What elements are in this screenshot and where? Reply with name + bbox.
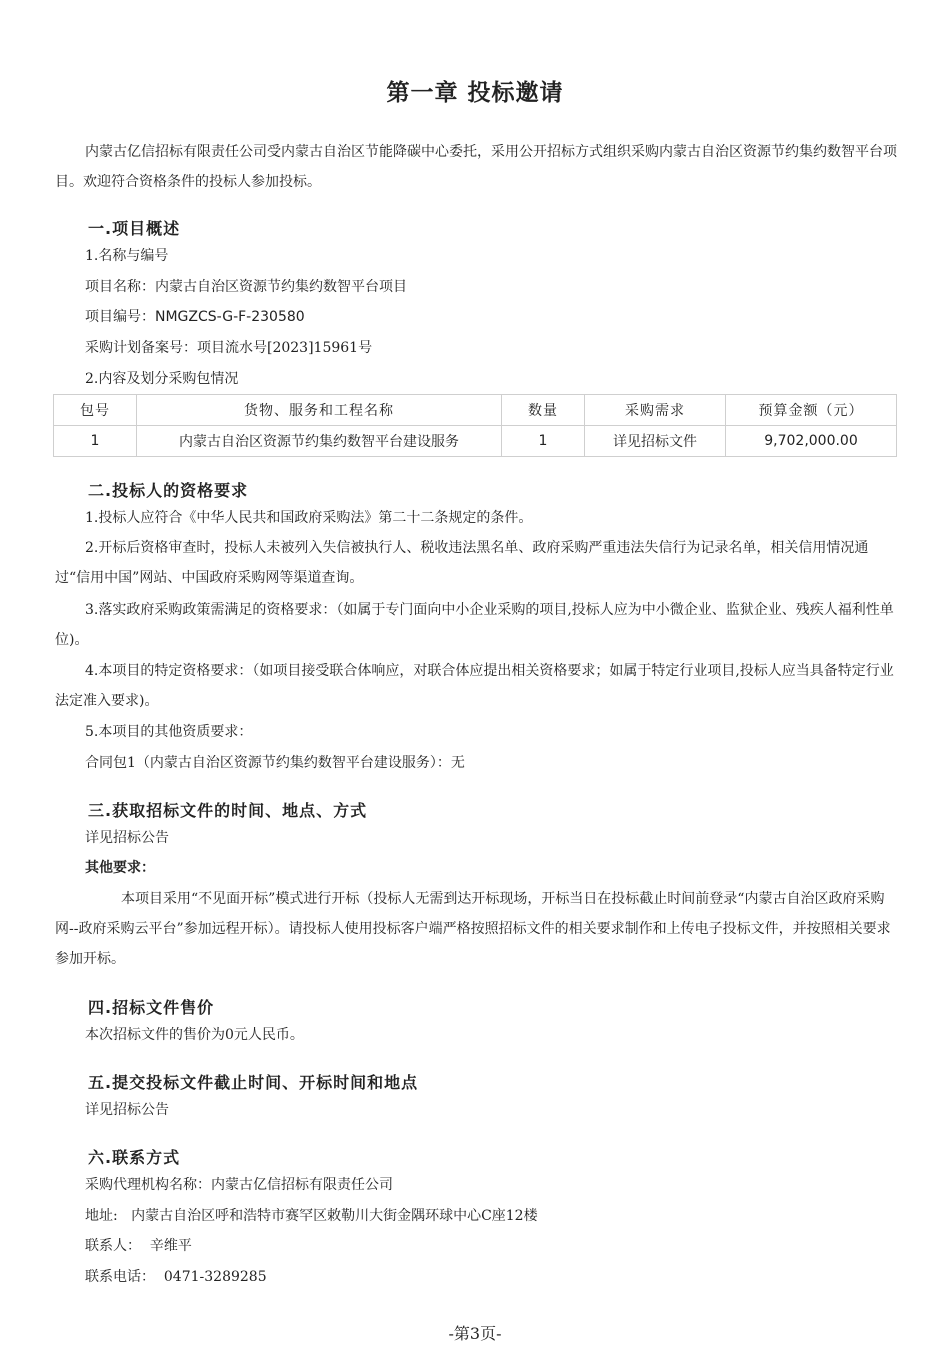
col-header-budget: 预算金额（元）	[726, 395, 897, 426]
qualification-item-4: 4.本项目的特定资格要求：（如项目接受联合体响应，对联合体应提出相关资格要求；如属于特定行业项目,投标人应当具备特定行业法定准入要求)。	[55, 663, 894, 709]
project-name: 项目名称：内蒙古自治区资源节约集约数智平台项目	[85, 279, 407, 295]
subheading-name-number: 1.名称与编号	[85, 248, 169, 264]
section-heading-overview: 一.项目概述	[88, 219, 181, 238]
other-requirements-label: 其他要求：	[85, 860, 155, 876]
subheading-lots: 2.内容及划分采购包情况	[85, 371, 239, 387]
cell-lot: 1	[54, 426, 137, 457]
cell-qty: 1	[502, 426, 585, 457]
col-header-qty: 数量	[502, 395, 585, 426]
page-number: -第3页-	[448, 1324, 502, 1343]
contact-phone: 联系电话： 0471-3289285	[85, 1269, 267, 1285]
qualification-item-2: 2.开标后资格审查时，投标人未被列入失信被执行人、税收违法黑名单、政府采购严重违法失信行为记录名单，相关信用情况通过“信用中国”网站、中国政府采购网等渠道查询。	[55, 540, 869, 586]
col-header-req: 采购需求	[585, 395, 726, 426]
qualification-item-5-detail: 合同包1（内蒙古自治区资源节约集约数智平台建设服务）：无	[85, 755, 465, 771]
table-header-row	[54, 395, 897, 426]
section-heading-qualifications: 二.投标人的资格要求	[88, 481, 249, 500]
col-header-lot: 包号	[54, 395, 137, 426]
agency-address: 地址: 内蒙古自治区呼和浩特市赛罕区敕勒川大街金隅环球中心C座12楼	[85, 1208, 538, 1224]
deadline-text: 详见招标公告	[85, 1102, 169, 1118]
project-number: 项目编号：NMGZCS-G-F-230580	[85, 309, 305, 325]
section-heading-contact: 六.联系方式	[88, 1148, 181, 1167]
cell-req: 详见招标文件	[585, 426, 726, 457]
cell-name: 内蒙古自治区资源节约集约数智平台建设服务	[137, 426, 502, 457]
table-row	[54, 426, 897, 457]
other-requirements-text: 本项目采用“不见面开标”模式进行开标（投标人无需到达开标现场，开标当日在投标截止时间前登录“内蒙古自治区政府采购网--政府采购云平台”参加远程开标）。请投标人使用投标客户端严格按照招标文件的相关要求制作和上传电子投标文件，并按照相关要求参加开标。	[55, 891, 891, 967]
section-heading-price: 四.招标文件售价	[88, 998, 215, 1017]
price-text: 本次招标文件的售价为0元人民币。	[85, 1027, 304, 1043]
section-heading-deadline: 五.提交投标文件截止时间、开标时间和地点	[88, 1073, 419, 1092]
intro-paragraph: 内蒙古亿信招标有限责任公司受内蒙古自治区节能降碳中心委托，采用公开招标方式组织采购内蒙古自治区资源节约集约数智平台项目。欢迎符合资格条件的投标人参加投标。	[55, 144, 897, 190]
qualification-item-1: 1.投标人应符合《中华人民共和国政府采购法》第二十二条规定的条件。	[85, 510, 533, 526]
cell-budget: 9,702,000.00	[726, 426, 897, 457]
lots-table	[53, 394, 897, 457]
qualification-item-3: 3.落实政府采购政策需满足的资格要求：（如属于专门面向中小企业采购的项目,投标人应为中小微企业、监狱企业、残疾人福利性单位)。	[55, 602, 894, 648]
section-heading-obtain-docs: 三.获取招标文件的时间、地点、方式	[88, 801, 368, 820]
obtain-docs-text: 详见招标公告	[85, 830, 169, 846]
chapter-title: 第一章 投标邀请	[386, 80, 564, 106]
contact-person: 联系人： 辛维平	[85, 1238, 192, 1254]
qualification-item-5: 5.本项目的其他资质要求：	[85, 724, 253, 740]
plan-record-number: 采购计划备案号：项目流水号[2023]15961号	[85, 340, 373, 356]
agency-name: 采购代理机构名称：内蒙古亿信招标有限责任公司	[85, 1177, 393, 1193]
col-header-name: 货物、服务和工程名称	[137, 395, 502, 426]
